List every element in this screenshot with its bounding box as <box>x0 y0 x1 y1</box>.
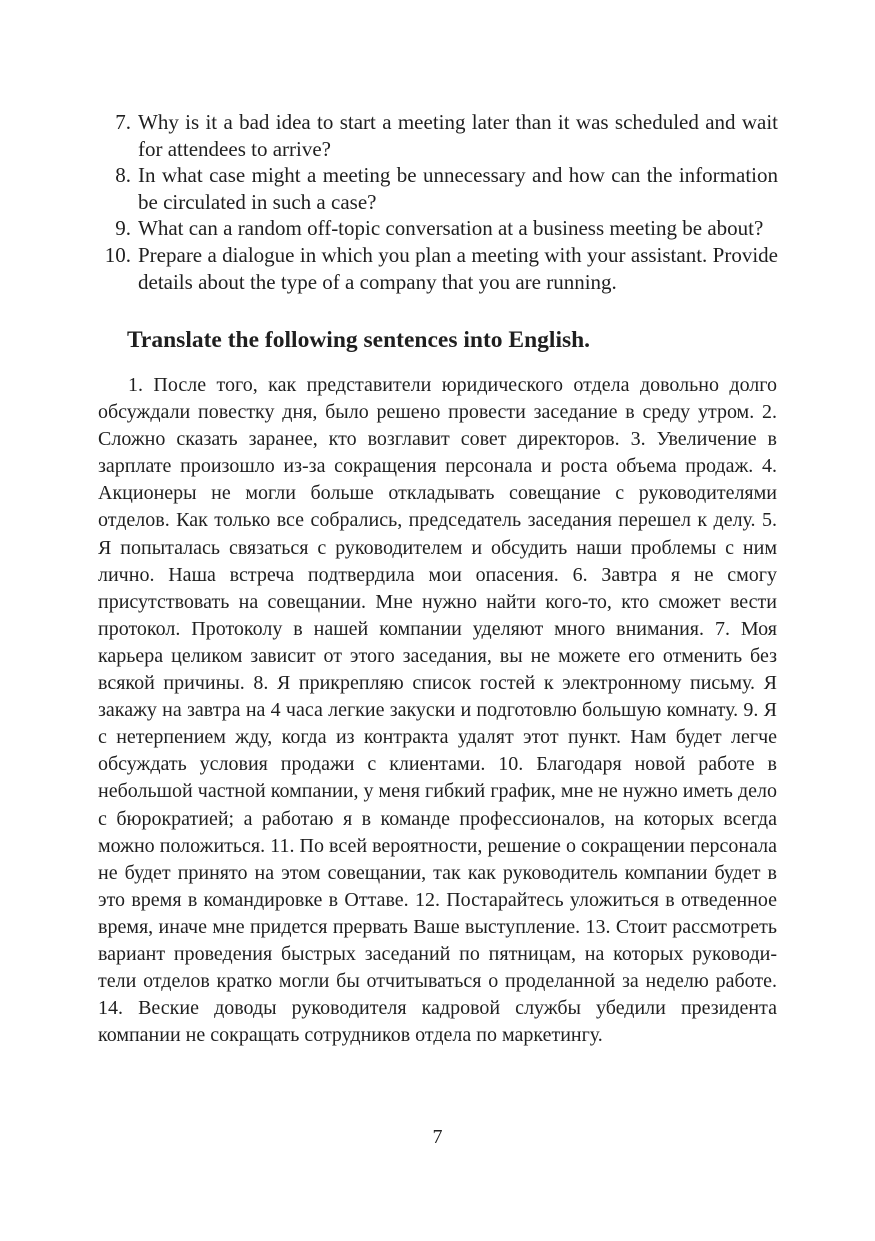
question-number: 8. <box>115 163 131 188</box>
question-number: 7. <box>115 110 131 134</box>
question-item <box>98 109 778 162</box>
translation-section-heading: Translate the following sentences into English. <box>127 327 591 353</box>
question-text: In what case might a meeting be unnecessary and how can the information be circulated in such a case? <box>138 163 778 214</box>
translation-paragraph: 1. После того, как представители юридического отдела довольно долго обсуждали повестку дня, было решено провести заседание в среду утром. 2. Сложно сказать заранее, кто возглавит совет директоров. 3. Увеличение в зарплате произошло из-за сокращения персонала и роста объема продаж. 4. Акционеры не могли больше откладывать совещание с руководителями отделов. Как только все собрались, председатель заседания перешел к делу. 5. Я попыталась связаться с руководителем и обсудить наши проблемы с ним лично. Наша встреча подтвердила мои опасения. 6. Завтра я не смогу присутствовать на совещании. Мне нужно найти кого-то, кто сможет вести протокол. Протоколу в нашей компании уделяют много внимания. 7. Моя карьера целиком зависит от этого заседания, вы не можете его отменить без всякой причины. 8. Я прикрепляю список гостей к электронному письму. Я закажу на завтра на 4 часа легкие закуски и подготовлю большую комнату. 9. Я с нетерпением жду, когда из контракта удалят этот пункт. Нам будет легче обсуждать условия продажи с клиентами. 10. Благодаря новой работе в небольшой частной компании, у меня гибкий график, мне не нужно иметь дело с бюрократией; а работаю я в команде профессионалов, на которых всегда можно положиться. 11. По всей вероятности, решение о сокращении персонала не будет принято на этом совещании, так как руководитель компании будет в это время в командировке в Оттаве. 12. Постарайтесь уложиться в отведенное время, иначе мне придется прервать Ваше выступление. 13. Стоит рассмотреть вариант проведения быстрых заседаний по пятницам, на которых руководители отделов кратко могли бы отчитываться о проделанной за неделю работе. 14. Веские доводы руководителя кадровой службы убедили президента компании не сокращать сотрудников отдела по маркетингу. <box>98 374 777 1047</box>
question-number: 9. <box>115 216 131 241</box>
question-text: What can a random off-topic conversation at a business meeting be about? <box>138 216 764 241</box>
question-text: Prepare a dialogue in which you plan a meeting with your assistant. Provide details about the type of a company that you are running. <box>138 242 778 294</box>
question-item <box>98 162 778 215</box>
discussion-questions-list <box>98 109 778 295</box>
page-number: 7 <box>432 1126 443 1148</box>
question-item <box>98 215 778 242</box>
question-item <box>98 242 778 295</box>
question-number: 10. <box>104 242 131 267</box>
question-text: Why is it a bad idea to start a meeting later than it was scheduled and wait for attendees to arrive? <box>138 110 778 161</box>
